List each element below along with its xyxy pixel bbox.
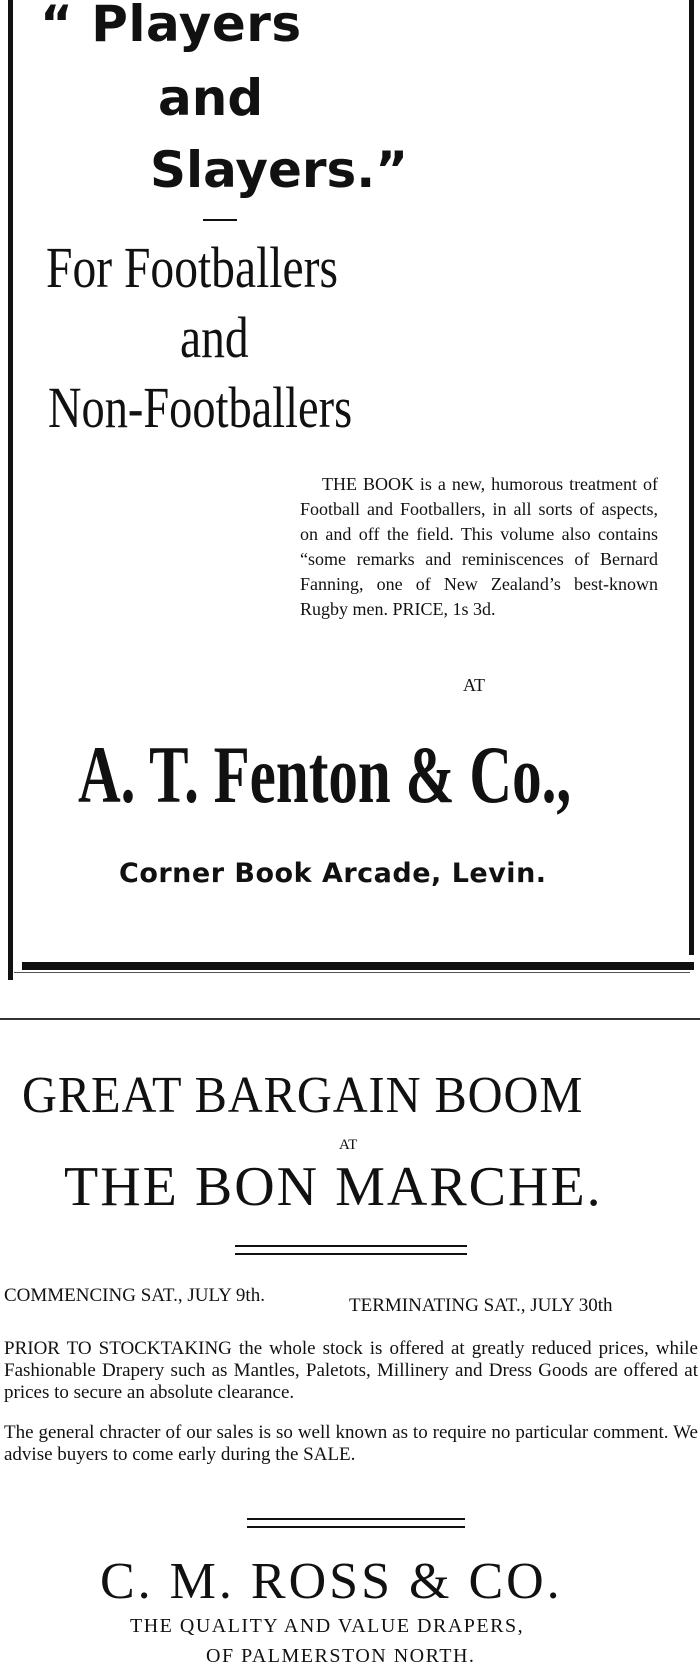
company-location: OF PALMERSTON NORTH. [206, 1645, 476, 1667]
headline-line-1: “ Players [40, 0, 302, 53]
ad-border-bottom [22, 962, 694, 970]
sale-at-label: AT [339, 1137, 358, 1153]
sale-title: GREAT BARGAIN BOOM [22, 1067, 584, 1124]
ad-border-right [689, 0, 694, 955]
double-divider-lower [247, 1518, 465, 1528]
subheading-line-3: Non-Footballers [48, 375, 353, 440]
sale-start-date: COMMENCING SAT., JULY 9th. [4, 1285, 265, 1306]
sale-paragraph-2: The general chracter of our sales is so well known as to require no particular comment. We advise buyers to come early during the SALE. [4, 1422, 698, 1465]
sale-paragraph-1: PRIOR TO STOCKTAKING the whole stock is offered at greatly reduced prices, while Fashionable Drapery such as Mantles, Paletots, Millinery and Dress Goods are offered at prices to secure an absolute clearance. [4, 1338, 698, 1403]
company-tagline: THE QUALITY AND VALUE DRAPERS, [130, 1615, 525, 1637]
subheading-line-1: For Footballers [46, 235, 338, 300]
column-separator [0, 1018, 700, 1020]
headline-line-3: Slayers.” [150, 141, 409, 199]
company-name: C. M. ROSS & CO. [100, 1553, 563, 1610]
ad-border-left [8, 0, 13, 980]
headline-line-2: and [158, 69, 264, 127]
subheading-line-2: and [180, 305, 249, 370]
short-divider [203, 219, 237, 221]
seller-name: A. T. Fenton & Co., [78, 729, 572, 820]
ad-border-bottom-thin [14, 972, 690, 973]
seller-address: Corner Book Arcade, Levin. [119, 858, 547, 889]
sale-end-date: TERMINATING SAT., JULY 30th [349, 1295, 613, 1316]
book-at-label: AT [463, 675, 485, 695]
double-divider [235, 1245, 467, 1255]
book-description: THE BOOK is a new, humorous treatment of Football and Footballers, in all sorts of aspects, on and off the field. This volume also contains “some remarks and reminiscences of Bernard Fanning, one of New Zealand’s best-known Rugby men. PRICE, 1s 3d. [300, 474, 658, 619]
store-name: THE BON MARCHE. [64, 1156, 603, 1218]
